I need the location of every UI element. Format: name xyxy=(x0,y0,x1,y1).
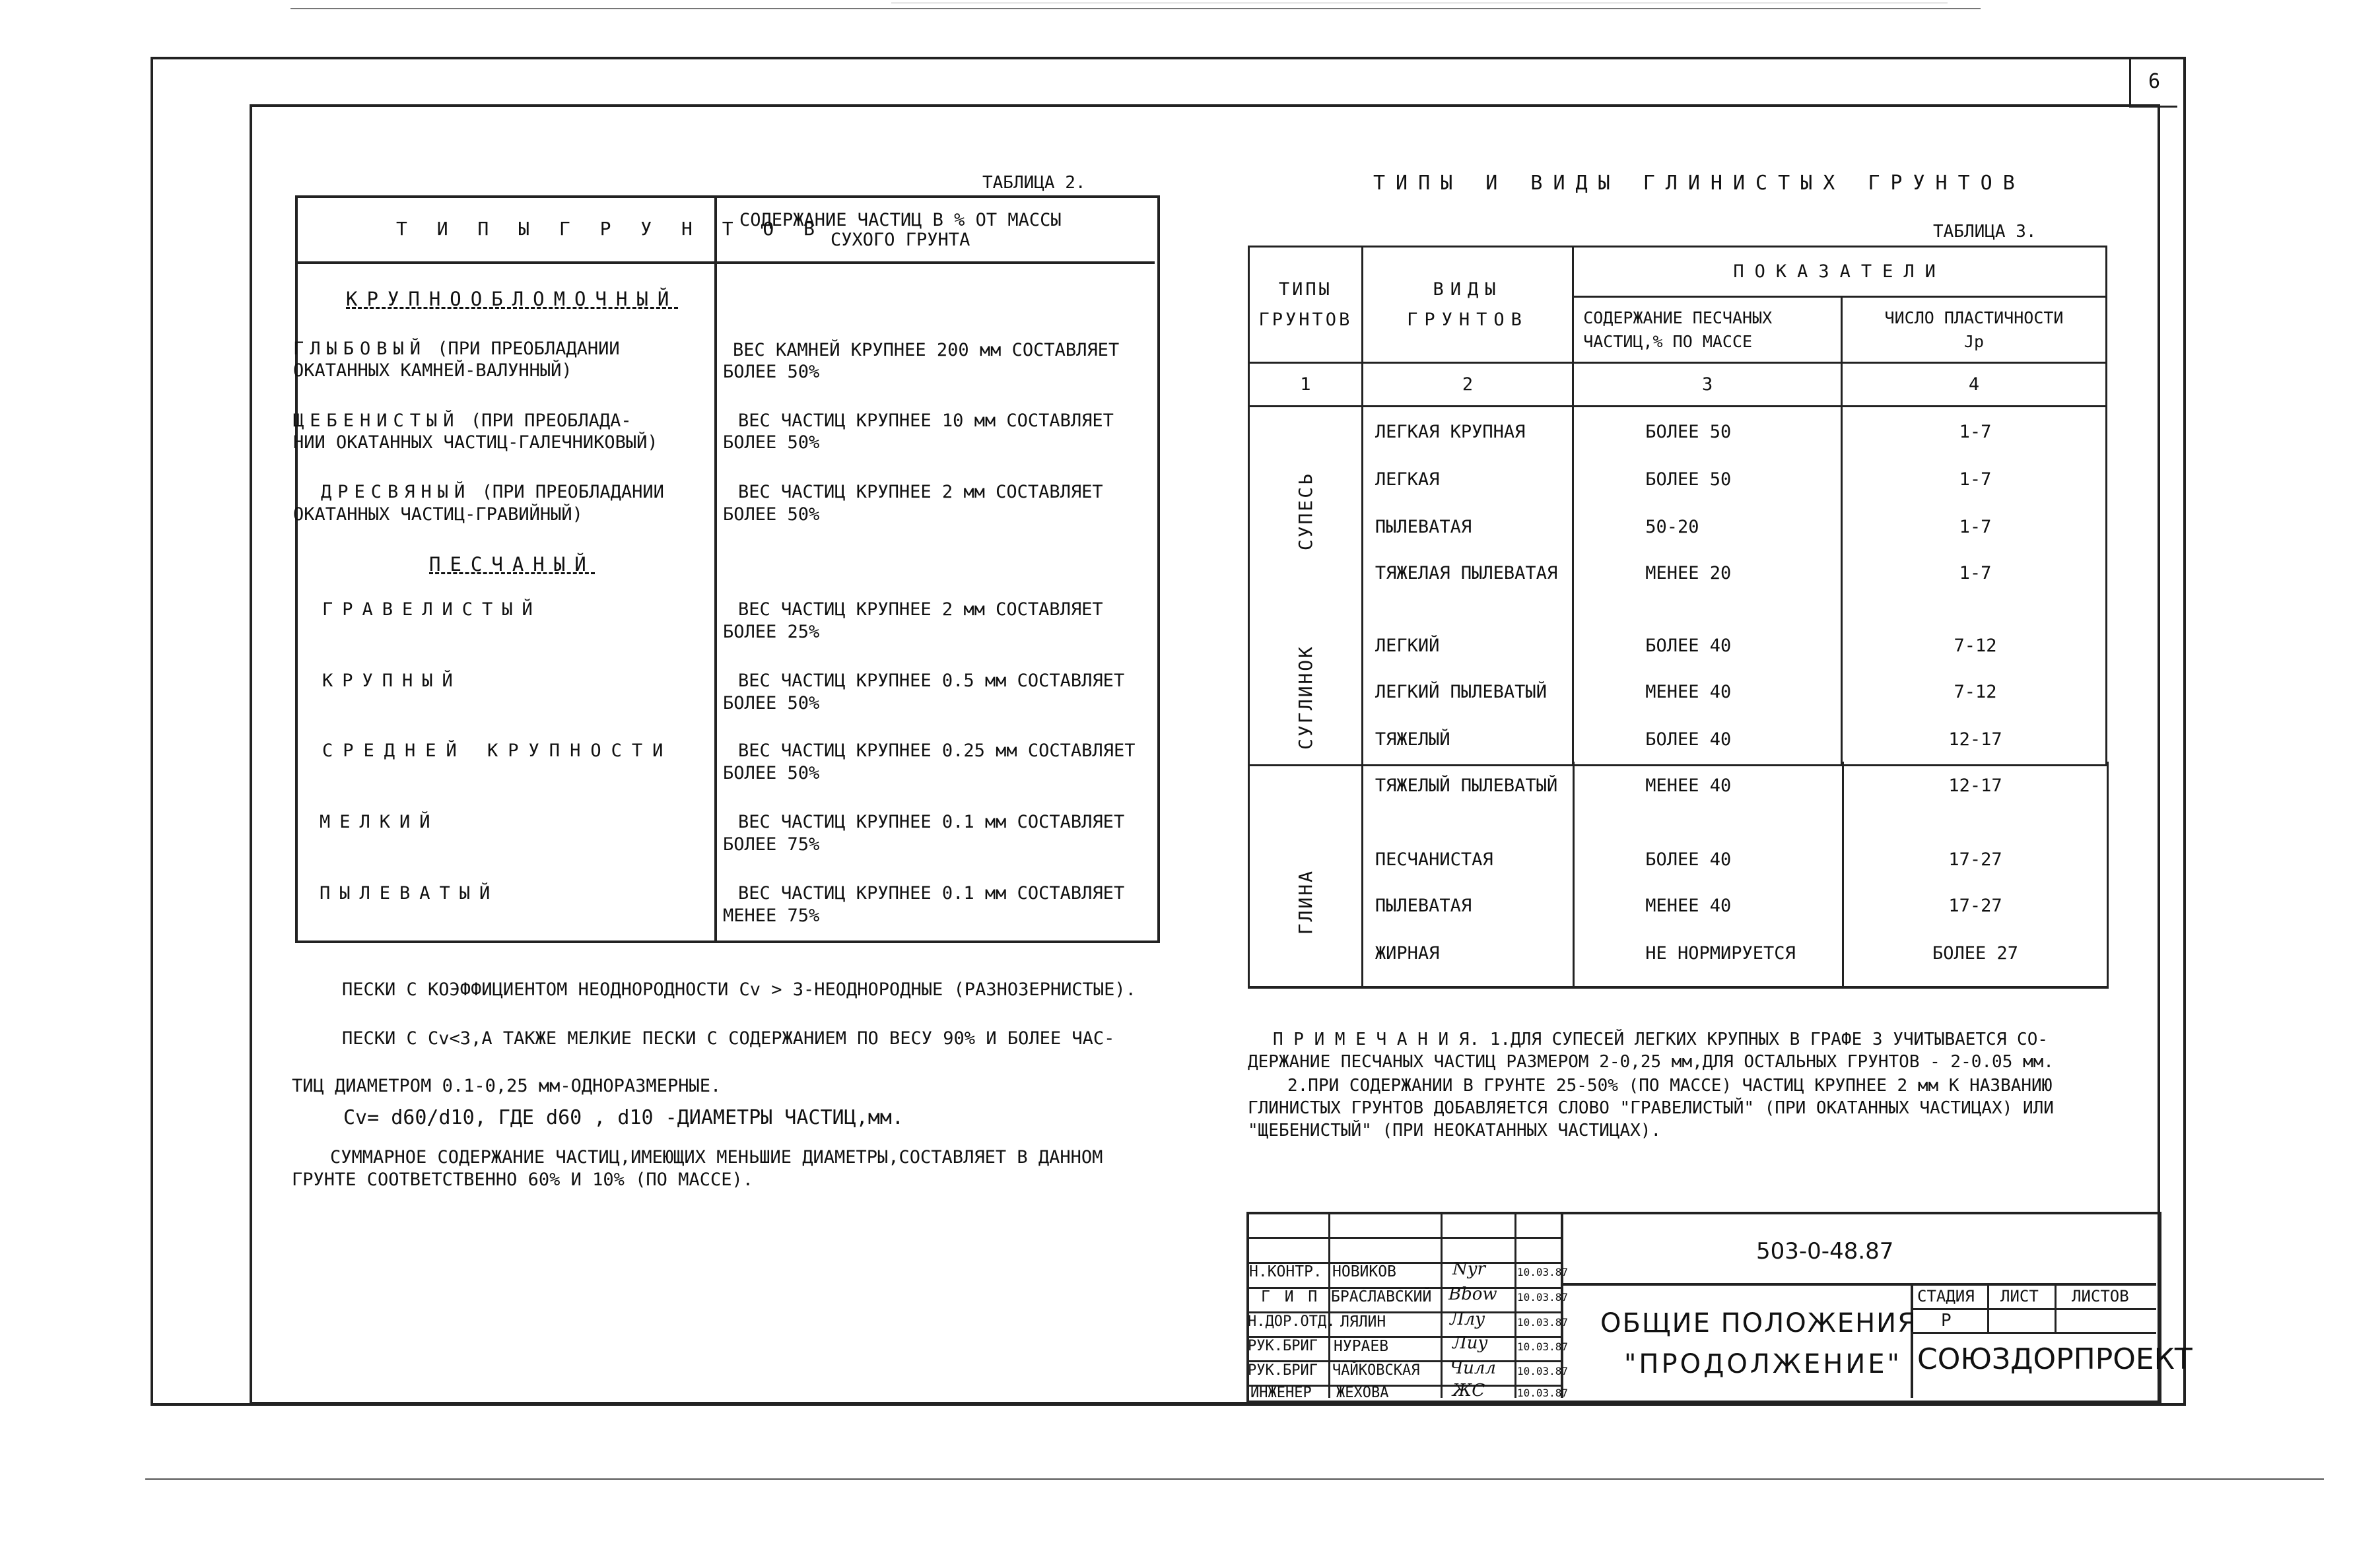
table2-row1-type-1: ГЛЫБОВЫЙ (ПРИ ПРЕОБЛАДАНИИ xyxy=(293,339,620,359)
table3-title: ТИПЫ И ВИДЫ ГЛИНИСТЫХ ГРУНТОВ xyxy=(1373,172,2025,195)
page-number: 6 xyxy=(2129,58,2177,108)
table2-note-formula: Cv= d60/d10, ГДЕ d60 , d10 -ДИАМЕТРЫ ЧАСТИЦ,мм. xyxy=(343,1106,904,1129)
table3-types-column xyxy=(1249,407,1363,935)
table2-row8-content-1: ВЕС ЧАСТИЦ КРУПНЕЕ 0.1 мм СОСТАВЛЯЕТ xyxy=(738,883,1125,904)
stamp-role-5: РУК.БРИГ xyxy=(1248,1362,1318,1379)
table2-row4-content-1: ВЕС ЧАСТИЦ КРУПНЕЕ 2 мм СОСТАВЛЯЕТ xyxy=(738,599,1103,620)
table3-note-5: "ЩЕБЕНИСТЫЙ" (ПРИ НЕОКАТАННЫХ ЧАСТИЦАХ). xyxy=(1248,1121,1662,1140)
stamp-date-4: 10.03.87 xyxy=(1517,1340,1569,1353)
table2-row4-type: ГРАВЕЛИСТЫЙ xyxy=(322,599,542,620)
table3-note-3: 2.ПРИ СОДЕРЖАНИИ В ГРУНТЕ 25-50% (ПО МАССЕ) ЧАСТИЦ КРУПНЕЕ 2 мм К НАЗВАНИЮ xyxy=(1287,1076,2053,1096)
table3-header-indicators: ПОКАЗАТЕЛИ xyxy=(1573,247,2107,297)
table2-row3-type-1: ДРЕСВЯНЫЙ (ПРИ ПРЕОБЛАДАНИИ xyxy=(321,482,664,502)
table2-row6-type: СРЕДНЕЙ КРУПНОСТИ xyxy=(322,741,673,761)
table2-row4-content-2: БОЛЕЕ 25% xyxy=(723,622,820,642)
doc-code: 503-0-48.87 xyxy=(1756,1238,1894,1265)
table3-colnum-3: 3 xyxy=(1573,363,1842,407)
stamp-title-1: ОБЩИЕ ПОЛОЖЕНИЯ xyxy=(1600,1308,1917,1338)
table2-row5-content-2: БОЛЕЕ 50% xyxy=(723,693,820,713)
stamp-date-3: 10.03.87 xyxy=(1517,1316,1569,1329)
table3-header-plast: ЧИСЛО ПЛАСТИЧНОСТИ Jp xyxy=(1842,297,2107,363)
table3-plast-column: 1-7 1-7 1-7 1-7 7-12 7-12 12-17 12-17 17-27 17-27 БОЛЕЕ 27 xyxy=(1842,407,2107,766)
table2-row6-content-2: БОЛЕЕ 50% xyxy=(723,763,820,783)
stamp-title-2: "ПРОДОЛЖЕНИЕ" xyxy=(1624,1349,1902,1379)
stamp-name-3: ЛЯЛИН xyxy=(1340,1313,1386,1331)
table2-row2-type-2: НИИ ОКАТАННЫХ ЧАСТИЦ-ГАЛЕЧНИКОВЫЙ) xyxy=(293,432,658,453)
table3-kinds-column: ЛЕГКАЯ КРУПНАЯ ЛЕГКАЯ ПЫЛЕВАТАЯ ТЯЖЕЛАЯ ПЫЛЕВАТАЯ ЛЕГКИЙ ЛЕГКИЙ ПЫЛЕВАТЫЙ ТЯЖЕЛЫЙ ТЯЖЕЛЫЙ ПЫЛЕВАТЫЙ ПЕСЧАНИСТАЯ ПЫЛЕВАТАЯ ЖИРНАЯ xyxy=(1362,407,1573,766)
stamp-name-1: НОВИКОВ xyxy=(1332,1263,1396,1280)
stamp-date-1: 10.03.87 xyxy=(1517,1266,1569,1278)
stamp-date-2: 10.03.87 xyxy=(1517,1291,1569,1304)
table3-sand-column: БОЛЕЕ 50 БОЛЕЕ 50 50-20 МЕНЕЕ 20 БОЛЕЕ 40 МЕНЕЕ 40 БОЛЕЕ 40 МЕНЕЕ 40 БОЛЕЕ 40 МЕНЕЕ 40 НЕ НОРМИРУЕТСЯ xyxy=(1573,407,1842,766)
table3-note-2: ДЕРЖАНИЕ ПЕСЧАНЫХ ЧАСТИЦ РАЗМЕРОМ 2-0,25 мм,ДЛЯ ОСТАЛЬНЫХ ГРУНТОВ - 2-0.05 мм. xyxy=(1248,1052,2054,1072)
table2-row7-content-1: ВЕС ЧАСТИЦ КРУПНЕЕ 0.1 мм СОСТАВЛЯЕТ xyxy=(738,812,1125,832)
table2-note-2: ПЕСКИ С Cv<3,А ТАКЖЕ МЕЛКИЕ ПЕСКИ С СОДЕРЖАНИЕМ ПО ВЕСУ 90% И БОЛЕЕ ЧАС- xyxy=(342,1028,1115,1049)
table2-row1-content-1: ВЕС КАМНЕЙ КРУПНЕЕ 200 мм СОСТАВЛЯЕТ xyxy=(733,340,1120,360)
table2-row2-content-1: ВЕС ЧАСТИЦ КРУПНЕЕ 10 мм СОСТАВЛЯЕТ xyxy=(738,411,1114,431)
signature-3: Ллу xyxy=(1450,1309,1485,1329)
stamp-role-6: ИНЖЕНЕР xyxy=(1250,1385,1312,1401)
stamp-date-5: 10.03.87 xyxy=(1517,1365,1569,1377)
table2-row5-type: КРУПНЫЙ xyxy=(322,671,462,691)
table2-group-sand: ПЕСЧАНЫЙ xyxy=(429,553,595,576)
table2-row5-content-1: ВЕС ЧАСТИЦ КРУПНЕЕ 0.5 мм СОСТАВЛЯЕТ xyxy=(738,671,1125,691)
table3-colnum-2: 2 xyxy=(1362,363,1573,407)
table2-row3-content-2: БОЛЕЕ 50% xyxy=(723,504,820,525)
stamp-sheets-label: ЛИСТОВ xyxy=(2072,1287,2129,1305)
stamp-role-1: Н.КОНТР. xyxy=(1249,1263,1322,1280)
table2-header-content-1: СОДЕРЖАНИЕ ЧАСТИЦ В % ОТ МАССЫ xyxy=(739,210,1062,230)
table2-row2-type-1: ЩЕБЕНИСТЫЙ (ПРИ ПРЕОБЛАДА- xyxy=(293,411,632,431)
table3-type-supes: СУПЕСЬ xyxy=(1295,472,1316,551)
table3-type-glina: ГЛИНА xyxy=(1295,869,1316,935)
stamp-org: СОЮЗДОРПРОЕКТ xyxy=(1917,1342,2193,1376)
stamp-name-2: БРАСЛАВСКИЙ xyxy=(1331,1288,1432,1305)
table2-header-content-2: СУХОГО ГРУНТА xyxy=(831,230,970,250)
stamp-sheet-label: ЛИСТ xyxy=(2000,1287,2039,1305)
stamp-role-2: Г И П xyxy=(1261,1288,1320,1305)
table3-type-suglinok: СУГЛИНОК xyxy=(1295,645,1316,750)
table2-row8-type: ПЫЛЕВАТЫЙ xyxy=(320,883,500,904)
table2-row7-content-2: БОЛЕЕ 75% xyxy=(723,834,820,855)
table2-note-1: ПЕСКИ С КОЭФФИЦИЕНТОМ НЕОДНОРОДНОСТИ Cv > 3-НЕОДНОРОДНЫЕ (РАЗНОЗЕРНИСТЫЕ). xyxy=(342,979,1136,1000)
table3-header-kinds: ВИДЫ ГРУНТОВ xyxy=(1362,247,1573,363)
signature-1: Nyr xyxy=(1452,1259,1485,1279)
table2-note-5: ГРУНТЕ СООТВЕТСТВЕННО 60% И 10% (ПО МАССЕ). xyxy=(292,1170,753,1190)
table2-row3-type-2: ОКАТАННЫХ ЧАСТИЦ-ГРАВИЙНЫЙ) xyxy=(293,504,583,525)
table2-row1-content-2: БОЛЕЕ 50% xyxy=(723,362,820,382)
table2-row6-content-1: ВЕС ЧАСТИЦ КРУПНЕЕ 0.25 мм СОСТАВЛЯЕТ xyxy=(738,741,1136,761)
table3-header-sand: СОДЕРЖАНИЕ ПЕСЧАНЫХ ЧАСТИЦ,% ПО МАССЕ xyxy=(1573,297,1842,363)
stamp-name-5: ЧАЙКОВСКАЯ xyxy=(1332,1362,1420,1379)
table3-note-4: ГЛИНИСТЫХ ГРУНТОВ ДОБАВЛЯЕТСЯ СЛОВО "ГРАВЕЛИСТЫЙ" (ПРИ ОКАТАННЫХ ЧАСТИЦАХ) ИЛИ xyxy=(1248,1098,2054,1118)
stamp-stage-label: СТАДИЯ xyxy=(1917,1287,1975,1305)
signature-4: Лиу xyxy=(1452,1333,1488,1353)
signature-5: Чилл xyxy=(1450,1358,1496,1378)
table2-row2-content-2: БОЛЕЕ 50% xyxy=(723,432,820,453)
table3 xyxy=(1248,246,2107,964)
table2-row8-content-2: МЕНЕЕ 75% xyxy=(723,906,820,926)
stamp-date-6: 10.03.87 xyxy=(1517,1387,1569,1399)
signature-2: Bbow xyxy=(1448,1284,1497,1304)
table2-note-3: ТИЦ ДИАМЕТРОМ 0.1-0,25 мм-ОДНОРАЗМЕРНЫЕ. xyxy=(292,1076,722,1096)
table3-caption: ТАБЛИЦА 3. xyxy=(1933,222,2037,242)
signature-6: ЖС xyxy=(1452,1381,1485,1401)
stamp-role-4: РУК.БРИГ xyxy=(1248,1338,1318,1354)
stamp-name-4: НУРАЕВ xyxy=(1334,1338,1389,1355)
table2-row7-type: МЕЛКИЙ xyxy=(320,812,440,832)
table2-group-coarse: КРУПНООБЛОМОЧНЫЙ xyxy=(346,288,679,310)
table2-note-4: СУММАРНОЕ СОДЕРЖАНИЕ ЧАСТИЦ,ИМЕЮЩИХ МЕНЬШИЕ ДИАМЕТРЫ,СОСТАВЛЯЕТ В ДАННОМ xyxy=(330,1147,1103,1168)
stamp-role-3: Н.ДОР.ОТД. xyxy=(1248,1313,1336,1330)
table2-row3-content-1: ВЕС ЧАСТИЦ КРУПНЕЕ 2 мм СОСТАВЛЯЕТ xyxy=(738,482,1103,502)
table3-note-1: П Р И М Е Ч А Н И Я. 1.ДЛЯ СУПЕСЕЙ ЛЕГКИХ КРУПНЫХ В ГРАФЕ 3 УЧИТЫВАЕТСЯ СО- xyxy=(1273,1030,2048,1049)
table2-header-types: Т И П Ы Г Р У Н Т О В xyxy=(396,218,825,240)
stamp-name-6: ЖЕХОВА xyxy=(1336,1385,1389,1401)
table3-header-types: ТИПЫ ГРУНТОВ xyxy=(1249,247,1363,363)
table2-caption: ТАБЛИЦА 2. xyxy=(982,173,1086,193)
table2-row1-type-2: ОКАТАННЫХ КАМНЕЙ-ВАЛУННЫЙ) xyxy=(293,360,572,381)
stamp-stage-value: Р xyxy=(1941,1311,1952,1331)
table3-colnum-1: 1 xyxy=(1249,363,1363,407)
table3-colnum-4: 4 xyxy=(1842,363,2107,407)
